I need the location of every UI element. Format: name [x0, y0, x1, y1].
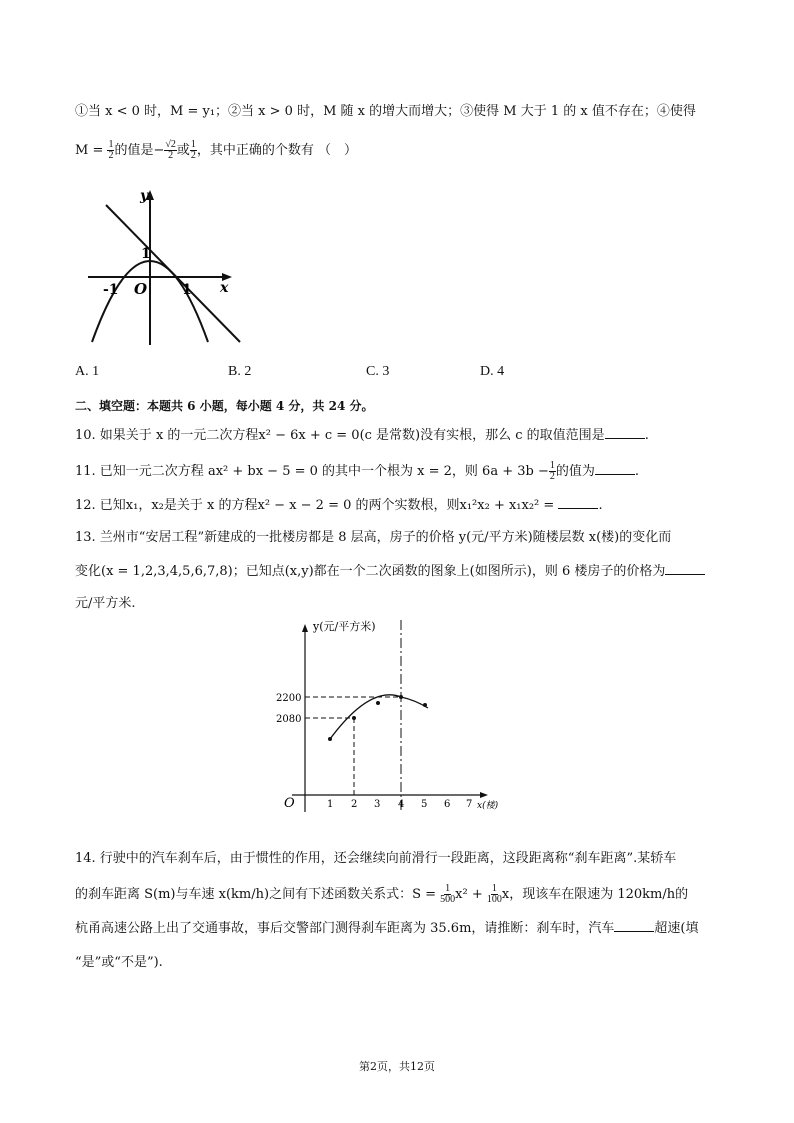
tick-one-x: 1	[182, 282, 192, 298]
x-tick: 7	[466, 799, 473, 810]
origin-label: O	[134, 280, 148, 298]
q13-line1: 13. 兰州市“安居工程”新建成的一批楼房都是 8 层高，房子的价格 y(元/平方米)随楼层数 x(楼)的变化而	[75, 530, 672, 545]
q13-line3: 元/平方米.	[75, 596, 136, 611]
q14-line1: 14. 行驶中的汽车刹车后，由于惯性的作用，还会继续向前滑行一段距离，这段距离称“刹车距离”.某轿车	[75, 851, 677, 866]
q11: 11. 已知一元二次方程 ax² + bx − 5 = 0 的其中一个根为 x = 2，则 6a + 3b − $\frac{1}{2}$ 的值为 .	[75, 460, 640, 482]
parabola-figure	[80, 185, 250, 350]
answer-blank	[595, 462, 635, 475]
q14-line4: “是”或“不是”).	[75, 955, 163, 970]
q12: 12. 已知x₁，x₂是关于 x 的方程x² − x − 2 = 0 的两个实数根，则x₁²x₂ + x₁x₂² = .	[75, 498, 603, 513]
x-axis-label: x(楼)	[477, 801, 499, 811]
answer-blank	[665, 562, 705, 575]
price-figure	[268, 612, 508, 820]
x-tick: 4	[398, 799, 405, 810]
text: 或	[176, 143, 190, 158]
q14-line2: 的刹车距离 S(m)与车速 x(km/h)之间有下述函数关系式：S = $\frac{1}{500}$ x² + $\frac{1}{100}$ x，现该车在限速为 120km/h的	[75, 883, 689, 905]
text: M =	[75, 143, 108, 158]
x-tick: 5	[421, 799, 428, 810]
option-a: A. 1	[75, 364, 100, 379]
text: ，其中正确的个数有 （ ）	[196, 143, 358, 158]
section-title: 二、填空题：本题共 6 小题，每小题 4 分，共 24 分。	[75, 399, 374, 413]
text: 的值是−	[114, 143, 165, 158]
q10: 10. 如果关于 x 的一元二次方程x² − 6x + c = 0(c 是常数)没有实根，那么 c 的取值范围是 .	[75, 428, 649, 443]
fraction: $\frac{1}{2}$	[190, 139, 196, 161]
q13-line2: 变化(x = 1,2,3,4,5,6,7,8)；已知点(x,y)都在一个二次函数的图象上(如图所示)，则 6 楼房子的价格为	[75, 562, 705, 582]
fraction: $\frac{√2}{2}$	[165, 139, 176, 161]
answer-blank	[614, 919, 654, 932]
y-label: y	[140, 188, 149, 204]
x-tick: 2	[351, 799, 358, 810]
answer-blank	[605, 426, 645, 439]
page-footer: 第2页，共12页	[359, 1060, 435, 1073]
q9-line2	[75, 140, 357, 161]
y-tick: 2200	[276, 693, 302, 704]
q14-line3: 杭甬高速公路上出了交通事故，事后交警部门测得刹车距离为 35.6m，请推断：刹车时，汽车 超速(填	[75, 921, 699, 936]
x-label: x	[220, 280, 229, 296]
x-tick: 6	[444, 799, 451, 810]
fraction: $\frac{1}{2}$	[108, 139, 114, 161]
answer-blank	[558, 496, 598, 509]
x-tick: 1	[327, 799, 334, 810]
option-b: B. 2	[228, 364, 252, 379]
option-c: C. 3	[366, 364, 390, 379]
origin-label: O	[284, 796, 295, 811]
option-d: D. 4	[480, 364, 505, 379]
q9-line1: ①当 x < 0 时，M = y₁；②当 x > 0 时，M 随 x 的增大而增大；③使得 M 大于 1 的 x 值不存在；④使得	[75, 104, 696, 119]
tick-one-y: 1	[141, 246, 151, 262]
y-tick: 2080	[276, 714, 302, 725]
y-axis-label: y(元/平方米)	[313, 620, 376, 633]
x-tick: 3	[374, 799, 381, 810]
tick-neg-one: -1	[103, 282, 119, 298]
